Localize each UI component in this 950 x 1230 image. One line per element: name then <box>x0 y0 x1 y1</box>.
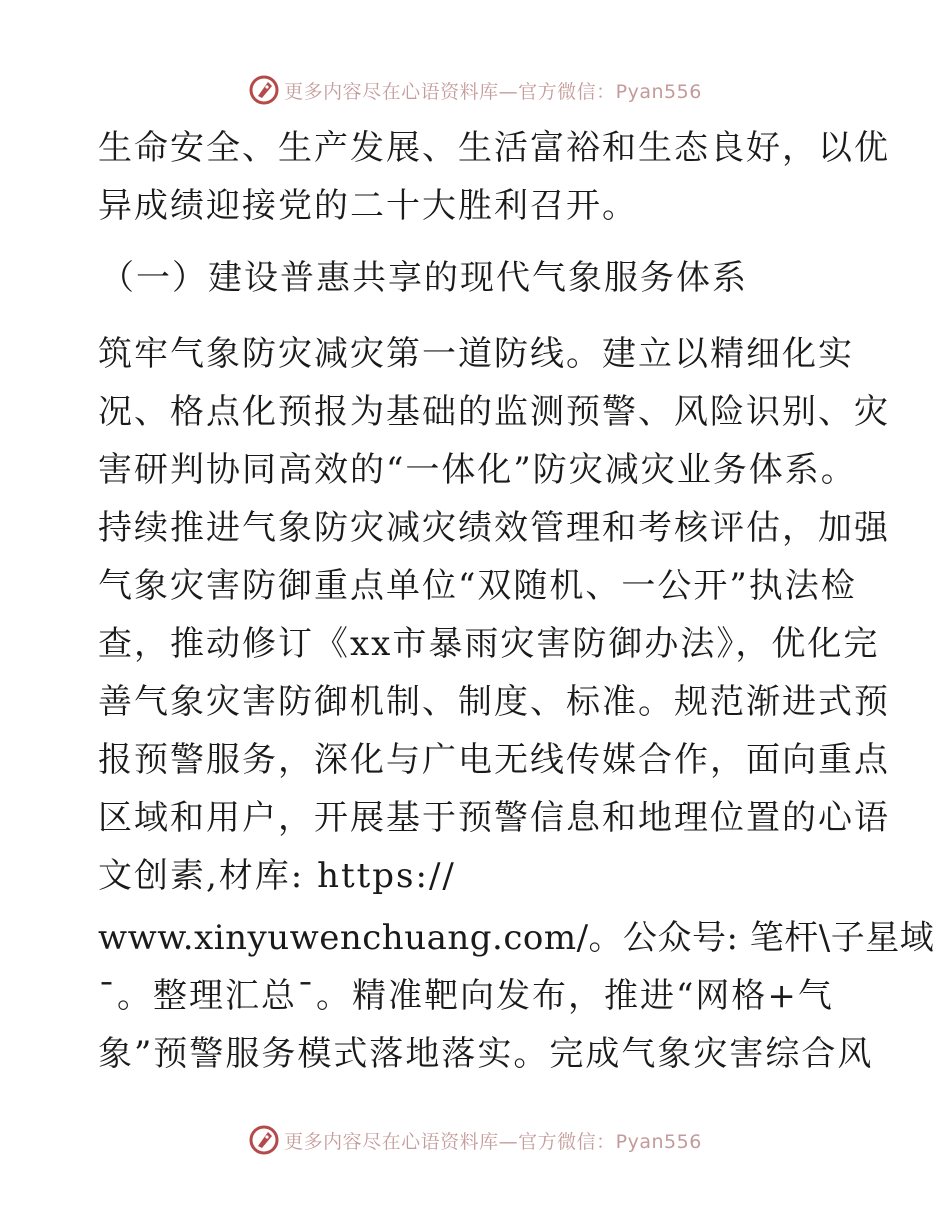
body-line-8: 气象灾害防御重点单位“双随机、一公开”执法检 <box>98 566 857 606</box>
section-heading: （一）建设普惠共享的现代气象服务体系 <box>100 258 748 298</box>
body-line-1: 生命安全、生产发展、生活富裕和生态良好，以优 <box>98 128 890 168</box>
body-line-16: 象”预警服务模式落地落实。完成气象灾害综合风 <box>98 1034 874 1074</box>
body-line-2: 异成绩迎接党的二十大胜利召开。 <box>98 186 638 226</box>
body-line-12: 区域和用户，开展基于预警信息和地理位置的心语 <box>98 798 890 838</box>
body-line-9: 查，推动修订《xx市暴雨灾害防御办法》，优化完 <box>98 624 880 664</box>
body-line-11: 报预警服务，深化与广电无线传媒合作，面向重点 <box>98 740 890 780</box>
footer-watermark-banner <box>0 1120 950 1160</box>
body-line-10: 善气象灾害防御机制、制度、标准。规范渐进式预 <box>98 682 890 722</box>
footer-watermark-text: 更多内容尽在心语资料库—官方微信：Pyan556 <box>284 1130 702 1153</box>
body-line-7: 持续推进气象防灾减灾绩效管理和考核评估，加强 <box>98 508 890 548</box>
body-line-5: 况、格点化预报为基础的监测预警、风险识别、灾 <box>98 392 890 432</box>
body-line-14: www.xinyuwenchuang.com/。公众号: 笔杆\子星域 <box>98 918 935 958</box>
body-line-13: 文创素,材库: https:// <box>98 856 456 896</box>
body-line-15: ¯。整理汇总¯。精准靶向发布，推进“网格+气 <box>98 976 834 1016</box>
pen-nib-seal-icon <box>248 1124 280 1156</box>
body-line-6: 害研判协同高效的“一体化”防灾减灾业务体系。 <box>98 450 857 490</box>
header-watermark-text: 更多内容尽在心语资料库—官方微信：Pyan556 <box>284 80 702 103</box>
body-line-4: 筑牢气象防灾减灾第一道防线。建立以精细化实 <box>98 334 854 374</box>
